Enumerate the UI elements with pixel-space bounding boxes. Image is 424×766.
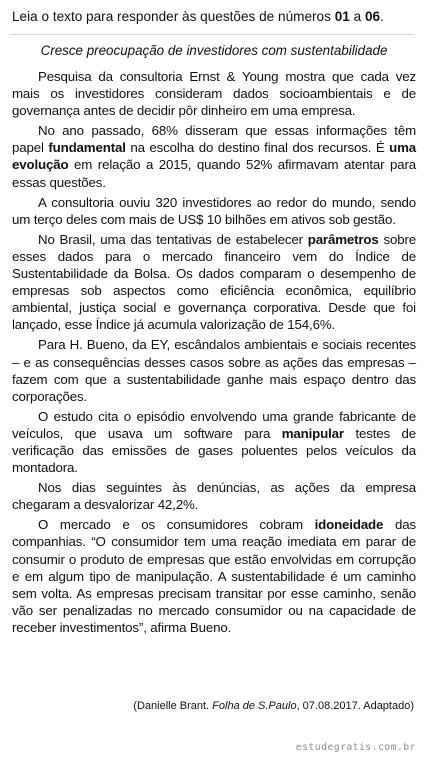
paragraph-5 xyxy=(12,336,416,404)
paragraph-text: O estudo cita o episódio envolvendo uma grande fabricante de veículos, que usava um software para xyxy=(12,408,416,441)
paragraph-text: O mercado e os consumidores cobram xyxy=(38,517,315,533)
paragraph-text: A consultoria ouviu 320 investidores ao redor do mundo, sendo um terço deles com mais de US$ 10 bilhões em ativos sob gestão. xyxy=(12,194,416,227)
citation-publication: Folha de S.Paulo xyxy=(212,700,297,712)
paragraph-4 xyxy=(12,231,416,334)
paragraph-text: Pesquisa da consultoria Ernst & Young mostra que cada vez mais os investidores consideram dados socioambientais e de governança antes de decidir pôr dinheiro em uma empresa. xyxy=(12,69,416,119)
paragraph-text: sobre esses dados para o mercado financeiro vem do Índice de Sustentabilidade da Bolsa. Os dados comparam o desempenho de empresas sob aspectos como eficiência econômica, equilíbrio ambiental, justiça social e governança corporativa. Desde que foi lançado, esse Índice já acumula valorização de 154,6%. xyxy=(12,231,416,333)
source-citation xyxy=(133,699,414,713)
paragraph-7 xyxy=(12,479,416,513)
article-title: Cresce preocupação de investidores com sustentabilidade xyxy=(40,43,388,58)
paragraph-6 xyxy=(12,408,416,476)
paragraph-text: No Brasil, uma das tentativas de estabelecer xyxy=(38,231,308,247)
article-body xyxy=(12,68,416,639)
paragraph-text: na escolha do destino final dos recursos. É xyxy=(125,140,390,156)
citation-author: (Danielle Brant. xyxy=(133,700,213,712)
paragraph-text: em relação a 2015, quando 52% afirmavam atentar para essas questões. xyxy=(12,157,416,190)
highlighted-word-uma-evolucao: uma evolução xyxy=(12,140,416,173)
citation-date: , 07.08.2017. Adaptado) xyxy=(296,700,414,712)
highlighted-word-fundamental: fundamental xyxy=(48,140,126,156)
instruction-line xyxy=(12,8,416,26)
instruction-connector: a xyxy=(349,9,365,24)
paragraph-text: testes de verificação das emissões de gases poluentes pelos veículos da montadora. xyxy=(12,425,416,476)
paragraph-2 xyxy=(12,122,416,190)
paragraph-text: Para H. Bueno, da EY, escândalos ambientais e sociais recentes – e as consequências desses casos sobre as ações das empresas – fazem com que a sustentabilidade ganhe mais espaço dentro das corporações. xyxy=(12,337,416,404)
highlighted-word-idoneidade: idoneidade xyxy=(314,517,384,533)
question-end-number: 06 xyxy=(364,9,381,24)
instruction-period: . xyxy=(380,9,384,24)
paragraph-text: No ano passado, 68% disseram que essas informações têm papel xyxy=(12,123,416,156)
question-start-number: 01 xyxy=(334,9,350,24)
paragraph-1 xyxy=(12,68,416,119)
instruction-text: Leia o texto para responder às questões de números xyxy=(12,9,335,24)
paragraph-3 xyxy=(12,194,416,228)
paragraph-text: Nos dias seguintes às denúncias, as ações da empresa chegaram a desvalorizar 42,2%. xyxy=(12,480,416,513)
highlighted-word-parametros: parâmetros xyxy=(307,231,379,247)
paragraph-8 xyxy=(12,516,416,636)
site-watermark: estudegratis.com.br xyxy=(295,742,416,753)
highlighted-word-manipular: manipular xyxy=(281,425,344,441)
divider xyxy=(10,34,414,35)
paragraph-text: das companhias. “O consumidor tem uma reação imediata em parar de consumir o produto de empresas que estão envolvidas em corrupção e em algum tipo de manipulação. A sustentabilidade é um caminho sem volta. As empresas precisam transitar por esse caminho, senão vão ser penalizadas no mercado consumidor ou na capacidade de receber investimentos”, afirma Bueno. xyxy=(12,517,416,635)
